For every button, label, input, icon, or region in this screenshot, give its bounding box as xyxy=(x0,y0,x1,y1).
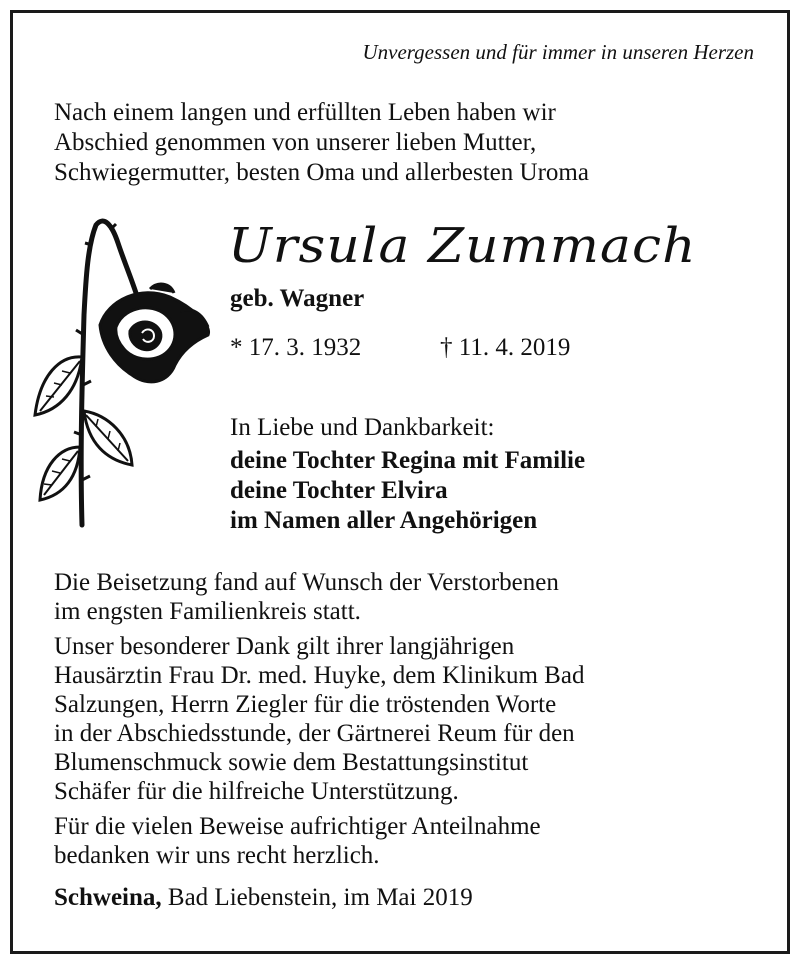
family-line: im Namen aller Angehörigen xyxy=(230,507,538,534)
intro-text xyxy=(54,98,589,188)
family-line: deine Tochter Regina mit Familie xyxy=(230,447,586,474)
text-line: Blumenschmuck sowie dem Bestattungsinstitut xyxy=(54,749,529,776)
intro-line: Abschied genommen von unserer lieben Mutter, xyxy=(54,129,537,156)
death-date: † 11. 4. 2019 xyxy=(440,334,571,361)
intro-line: Schwiegermutter, besten Oma und allerbesten Uroma xyxy=(54,159,589,186)
life-dates xyxy=(230,334,571,362)
birth-date: * 17. 3. 1932 xyxy=(230,334,362,361)
text-line: Die Beisetzung fand auf Wunsch der Verstorbenen xyxy=(54,569,559,596)
deceased-name: Ursula Zummach xyxy=(228,218,697,274)
text-line: in der Abschiedsstunde, der Gärtnerei Reum für den xyxy=(54,720,575,747)
thanks-intro: In Liebe und Dankbarkeit: xyxy=(230,414,495,441)
intro-line: Nach einem langen und erfüllten Leben haben wir xyxy=(54,99,556,126)
text-line: Salzungen, Herrn Ziegler für die tröstenden Worte xyxy=(54,691,557,718)
rose-icon xyxy=(30,215,220,530)
closing-place-date: Bad Liebenstein, im Mai 2019 xyxy=(161,884,473,911)
birth-name: geb. Wagner xyxy=(230,285,365,312)
closing-line xyxy=(54,884,473,912)
text-line: Schäfer für die hilfreiche Unterstützung. xyxy=(54,778,459,805)
motto: Unvergessen und für immer in unseren Herzen xyxy=(362,40,754,64)
text-line: Unser besonderer Dank gilt ihrer langjährigen xyxy=(54,633,515,660)
body-text xyxy=(54,562,584,876)
text-line: im engsten Familienkreis statt. xyxy=(54,598,361,625)
closing-town: Schweina, xyxy=(54,884,162,911)
family-line: deine Tochter Elvira xyxy=(230,477,448,504)
text-line: Hausärztin Frau Dr. med. Huyke, dem Klinikum Bad xyxy=(54,662,585,689)
text-line: bedanken wir uns recht herzlich. xyxy=(54,842,380,869)
text-line: Für die vielen Beweise aufrichtiger Anteilnahme xyxy=(54,813,541,840)
family-list xyxy=(230,446,585,536)
